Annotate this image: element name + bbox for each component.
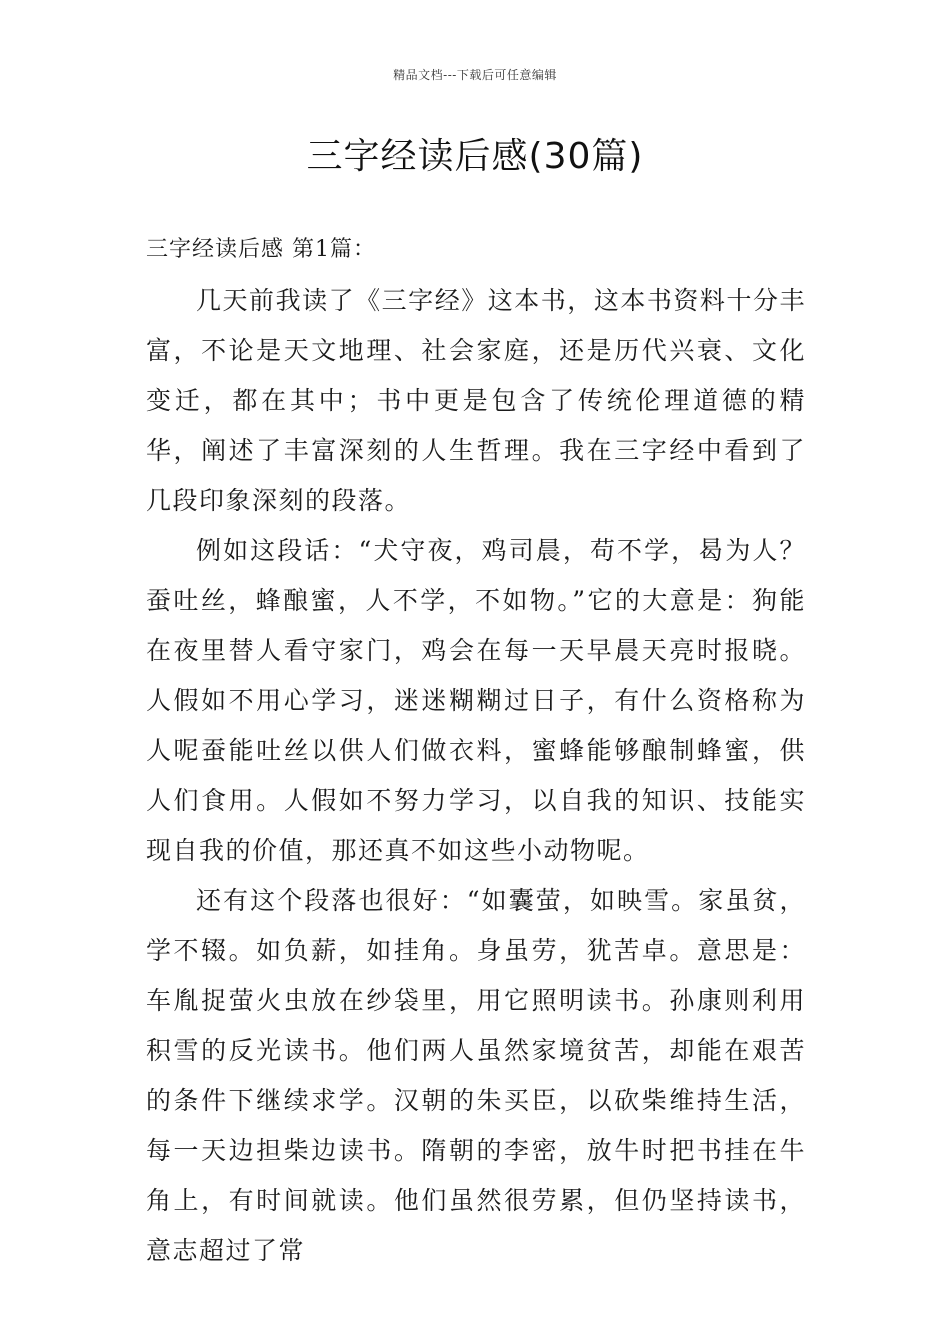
paragraph: 几天前我读了《三字经》这本书，这本书资料十分丰富，不论是天文地理、社会家庭，还是历代兴衰、文化变迁，都在其中；书中更是包含了传统伦理道德的精华，阐述了丰富深刻的人生哲理。我在三字经中看到了几段印象深刻的段落。	[146, 286, 806, 515]
header-note: 精品文档---下载后可任意编辑	[393, 68, 557, 82]
document-title: 三字经读后感(30篇)	[306, 136, 644, 177]
section-label: 三字经读后感 第1篇：	[146, 237, 376, 262]
paragraph: 还有这个段落也很好：“如囊萤，如映雪。家虽贫，学不辍。如负薪，如挂角。身虽劳，犹苦卓。意思是：车胤捉萤火虫放在纱袋里，用它照明读书。孙康则利用积雪的反光读书。他们两人虽然家境贫苦，却能在艰苦的条件下继续求学。汉朝的朱买臣，以砍柴维持生活，每一天边担柴边读书。隋朝的李密，放牛时把书挂在牛角上，有时间就读。他们虽然很劳累，但仍坚持读书，意志超过了常	[146, 886, 806, 1265]
paragraph: 例如这段话：“犬守夜，鸡司晨，苟不学，曷为人？蚕吐丝，蜂酿蜜，人不学，不如物。”它的大意是：狗能在夜里替人看守家门，鸡会在每一天早晨天亮时报晓。人假如不用心学习，迷迷糊糊过日子，有什么资格称为人呢蚕能吐丝以供人们做衣料，蜜蜂能够酿制蜂蜜，供人们食用。人假如不努力学习，以自我的知识、技能实现自我的价值，那还真不如这些小动物呢。	[146, 536, 806, 865]
document-body	[146, 276, 806, 1276]
